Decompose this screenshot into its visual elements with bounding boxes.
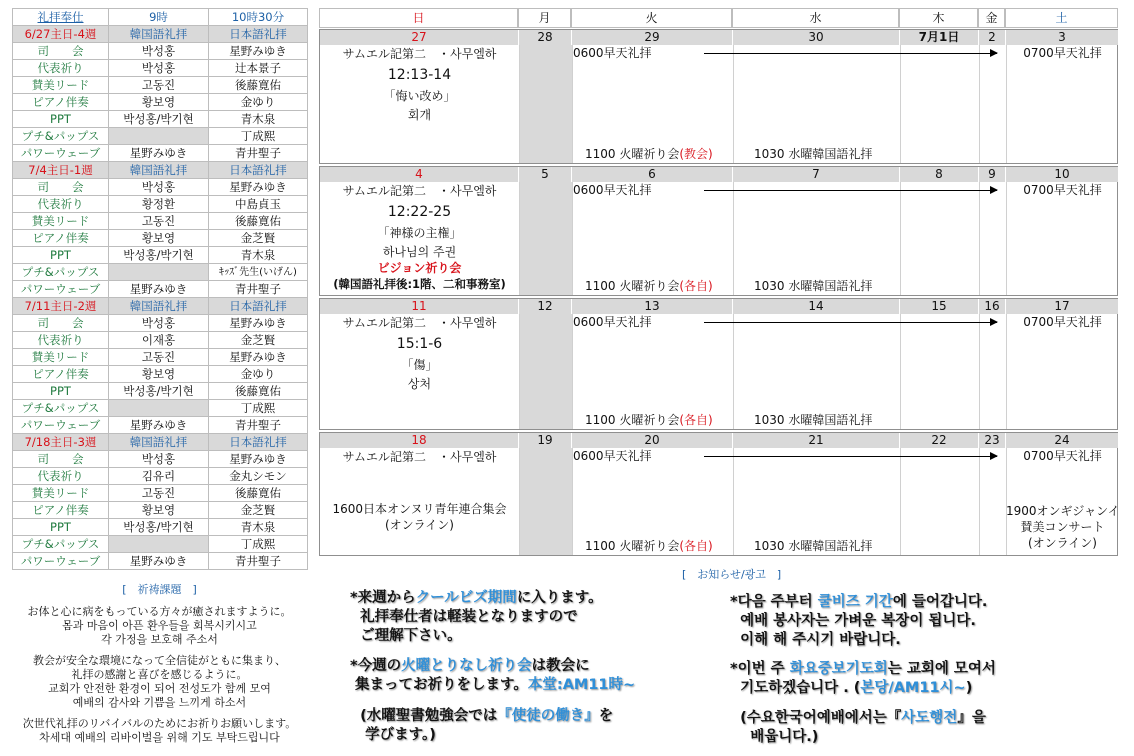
schedule-row [13,349,308,366]
japanese-service-person: 金丸シモン [209,468,308,485]
schedule-row [13,502,308,519]
japanese-service-person: 青木泉 [209,519,308,536]
korean-service-person: 박성홍 [109,451,209,468]
japanese-service-person: 青井聖子 [209,417,308,434]
youth-event [320,501,519,533]
schedule-row [13,111,308,128]
sunday-line: 회개 [407,108,432,122]
dawn-service-weekday: 0600早天礼拝 [573,183,652,197]
sunday-content [320,315,519,392]
japanese-service-person: 金芝賢 [209,332,308,349]
schedule-week-header [13,26,308,43]
tuesday-prayer-meeting [585,412,713,428]
japanese-service-person: 青井聖子 [209,281,308,298]
korean-service-person: 고동진 [109,213,209,230]
sunday-line: 하나님의 주권 [382,245,457,259]
schedule-row [13,315,308,332]
sunday-content [320,46,519,123]
korean-service-person: 고동진 [109,485,209,502]
tuesday-prayer-label: 1100 火曜祈り会 [585,539,680,553]
japanese-service-person: 後藤寛佑 [209,485,308,502]
date-number: 27 [320,30,519,45]
japanese-service-person: 星野みゆき [209,451,308,468]
japanese-service-person: 星野みゆき [209,315,308,332]
notice-jp-prayer-meeting: *今週の火曜とりなし祈り会は教会に 集まってお祈りをします。本堂:AM11時~ [350,658,636,693]
korean-service-label: 韓国語礼拝 [109,26,209,43]
japanese-service-person: 後藤寛佑 [209,77,308,94]
column-divider [1006,314,1007,429]
korean-service-person: 박성홍/박기현 [109,111,209,128]
dawn-service-saturday: 0700早天礼拝 [1023,183,1102,197]
korean-service-person [109,400,209,417]
tuesday-prayer-label: 1100 火曜祈り会 [585,279,680,293]
sunday-line: 12:13-14 [387,67,452,83]
youth-event-line: 1600日本オンヌリ青年連合集会 [332,502,507,516]
prayer-line: 礼拝の感謝と喜びを感じるように。 [71,668,248,681]
korean-service-person: 박성홍 [109,179,209,196]
role-label: 賛美リード [13,77,109,94]
schedule-row [13,264,308,281]
schedule-header-1030: 10時30分 [209,9,308,26]
japanese-service-person: 丁成熙 [209,536,308,553]
date-number: 5 [519,167,572,182]
sunday-line: 「傷」 [401,358,438,372]
column-divider [900,45,901,163]
korean-service-person: 황보영 [109,366,209,383]
japanese-service-person: 金ゆり [209,366,308,383]
prayer-requests [12,583,307,752]
schedule-row [13,281,308,298]
wednesday-korean-service: 1030 水曜韓国語礼拝 [754,413,873,427]
notice-jp-bible-study: (水曜聖書勉強会では『使徒の働き』を 学びます。) [350,708,614,743]
role-label: パワーウェーブ [13,145,109,162]
dawn-service-saturday: 0700早天礼拝 [1023,449,1102,463]
korean-service-person: 星野みゆき [109,417,209,434]
calendar-week [319,298,1118,430]
week-date-label: 7/18主日-3週 [13,434,109,451]
tuesday-prayer-location: (各自) [679,413,713,427]
prayer-line: 교회가 안전한 환경이 되어 전성도가 함께 모여 [48,682,271,695]
date-number: 21 [733,433,900,448]
date-number: 22 [900,433,979,448]
day-header: 木 [899,8,978,28]
date-number: 16 [979,299,1006,314]
day-header: 金 [978,8,1005,28]
schedule-row [13,519,308,536]
column-divider [900,314,901,429]
weekday-span-arrow [704,190,997,191]
japanese-service-person: 青木泉 [209,111,308,128]
column-divider [572,182,573,295]
date-number: 15 [900,299,979,314]
sunday-line: サムエル記第二 ・사무엘하 [342,184,497,198]
role-label: ピアノ伴奏 [13,94,109,111]
date-number: 13 [572,299,733,314]
column-divider [572,314,573,429]
japanese-service-person: 中島貞玉 [209,196,308,213]
tuesday-prayer-label: 1100 火曜祈り会 [585,147,680,161]
column-divider [979,314,980,429]
date-number: 7 [733,167,900,182]
date-number: 11 [320,299,519,314]
prayer-title: [ 祈祷課題 ] [122,583,197,596]
korean-service-person: 고동진 [109,349,209,366]
schedule-row [13,536,308,553]
date-number: 6 [572,167,733,182]
role-label: 司 会 [13,451,109,468]
japanese-service-person: 丁成熙 [209,400,308,417]
role-label: 代表祈り [13,60,109,77]
worship-service-table [12,8,308,570]
column-divider [979,448,980,555]
sunday-line: サムエル記第二 ・사무엘하 [342,47,497,61]
dawn-service-weekday: 0600早天礼拝 [573,315,652,329]
prayer-line: お体と心に病をもっている方々が癒されますように。 [27,605,292,618]
sunday-content [320,183,519,292]
monday-shade [519,182,572,295]
korean-service-person: 박성홍/박기현 [109,383,209,400]
sunday-line: 15:1-6 [396,336,443,352]
tuesday-prayer-meeting [585,278,713,294]
date-number: 10 [1006,167,1119,182]
saturday-concert-line: 1900オンギジャンイ [1006,504,1120,518]
schedule-row [13,145,308,162]
role-label: プチ&パップス [13,536,109,553]
korean-service-person: 황보영 [109,502,209,519]
tuesday-prayer-meeting [585,538,713,554]
japanese-service-person: 後藤寛佑 [209,383,308,400]
date-number: 17 [1006,299,1119,314]
day-header: 火 [571,8,732,28]
prayer-line: 각 가정을 보호해 주소서 [101,633,218,646]
role-label: ピアノ伴奏 [13,502,109,519]
schedule-row [13,400,308,417]
date-number: 2 [979,30,1006,45]
japanese-service-person: 青井聖子 [209,553,308,570]
sunday-line: (韓国語礼拝後:1階、二和事務室) [333,277,506,291]
date-number: 30 [733,30,900,45]
schedule-row [13,196,308,213]
dawn-service-weekday: 0600早天礼拝 [573,449,652,463]
role-label: パワーウェーブ [13,553,109,570]
wednesday-korean-service: 1030 水曜韓国語礼拝 [754,539,873,553]
column-divider [733,182,734,295]
korean-service-person [109,128,209,145]
japanese-service-person: 青井聖子 [209,145,308,162]
role-label: PPT [13,247,109,264]
korean-service-person: 이재홍 [109,332,209,349]
dawn-service-saturday: 0700早天礼拝 [1023,46,1102,60]
monthly-calendar [319,8,1118,556]
schedule-row [13,60,308,77]
notices-title: [ お知らせ/광고 ] [682,568,782,581]
column-divider [733,45,734,163]
role-label: プチ&パップス [13,264,109,281]
day-header: 日 [319,8,518,28]
japanese-service-person: 青木泉 [209,247,308,264]
column-divider [979,45,980,163]
column-divider [519,45,520,163]
date-number: 3 [1006,30,1119,45]
sunday-content [320,449,519,532]
column-divider [979,182,980,295]
day-header: 土 [1005,8,1118,28]
column-divider [519,314,520,429]
korean-service-person: 星野みゆき [109,145,209,162]
korean-service-person: 星野みゆき [109,553,209,570]
korean-service-person: 황정환 [109,196,209,213]
saturday-concert-line: (オンライン) [1027,536,1097,550]
dawn-service-weekday: 0600早天礼拝 [573,46,652,60]
korean-service-person: 박성홍 [109,315,209,332]
date-number: 12 [519,299,572,314]
date-number: 8 [900,167,979,182]
role-label: 賛美リード [13,349,109,366]
notice-jp-coolbiz: *来週からクールビズ期間に入ります。 礼拝奉仕者は軽装となりますので ご理解下さい。 [350,590,603,644]
day-header: 月 [518,8,571,28]
date-number: 7月1日 [900,30,979,45]
korean-service-label: 韓国語礼拝 [109,434,209,451]
japanese-service-person: 丁成熙 [209,128,308,145]
weekday-span-arrow [704,322,997,323]
schedule-week-header [13,298,308,315]
schedule-row [13,247,308,264]
weekday-span-arrow [704,53,997,54]
column-divider [900,448,901,555]
japanese-service-label: 日本語礼拝 [209,162,308,179]
calendar-week [319,432,1118,556]
role-label: ピアノ伴奏 [13,366,109,383]
date-number: 4 [320,167,519,182]
japanese-service-person: 星野みゆき [209,43,308,60]
role-label: 司 会 [13,179,109,196]
japanese-service-person: 金芝賢 [209,230,308,247]
sunday-line: 「悔い改め」 [383,89,456,103]
date-number: 23 [979,433,1006,448]
korean-service-person: 황보영 [109,230,209,247]
wednesday-korean-service: 1030 水曜韓国語礼拝 [754,147,873,161]
sunday-line: 상처 [407,377,432,391]
notice-kr-bible-study: (수요한국어예배에서는『사도행전』을 배웁니다.) [730,710,986,745]
sunday-line: サムエル記第二 ・사무엘하 [342,316,497,330]
tuesday-prayer-location: (各自) [679,539,713,553]
japanese-service-label: 日本語礼拝 [209,434,308,451]
prayer-item [12,654,307,710]
tuesday-prayer-label: 1100 火曜祈り会 [585,413,680,427]
saturday-concert [1006,503,1119,551]
column-divider [1006,182,1007,295]
date-number: 14 [733,299,900,314]
date-number: 9 [979,167,1006,182]
korean-service-person: 박성홍 [109,43,209,60]
prayer-line: 教会が安全な環境になって全信徒がともに集まり、 [33,654,286,667]
japanese-service-label: 日本語礼拝 [209,298,308,315]
schedule-week-header [13,162,308,179]
role-label: PPT [13,519,109,536]
role-label: 代表祈り [13,468,109,485]
schedule-row [13,468,308,485]
prayer-item [12,717,307,745]
role-label: プチ&パップス [13,400,109,417]
schedule-header-9am: 9時 [109,9,209,26]
week-date-label: 7/11主日-2週 [13,298,109,315]
monday-shade [519,314,572,429]
schedule-week-header [13,434,308,451]
schedule-row [13,128,308,145]
prayer-item [12,605,307,647]
scripture-line: サムエル記第二 ・사무엘하 [342,450,497,464]
japanese-service-label: 日本語礼拝 [209,26,308,43]
date-number: 18 [320,433,519,448]
week-date-label: 6/27主日-4週 [13,26,109,43]
role-label: 司 会 [13,43,109,60]
role-label: ピアノ伴奏 [13,230,109,247]
korean-service-person: 김유리 [109,468,209,485]
weekday-span-arrow [704,456,997,457]
prayer-line: 예배의 감사와 기쁨을 느끼게 하소서 [72,696,247,709]
japanese-service-person: 星野みゆき [209,179,308,196]
korean-service-person: 박성홍/박기현 [109,519,209,536]
week-date-label: 7/4主日-1週 [13,162,109,179]
korean-service-person: 황보영 [109,94,209,111]
korean-service-person: 星野みゆき [109,281,209,298]
schedule-row [13,417,308,434]
japanese-service-person: 辻本景子 [209,60,308,77]
prayer-line: 몸과 마음이 아픈 환우들을 회복시키시고 [62,619,257,632]
role-label: PPT [13,383,109,400]
japanese-service-person: 星野みゆき [209,349,308,366]
schedule-header-row [13,9,308,26]
role-label: PPT [13,111,109,128]
notice-kr-prayer-meeting: *이번 주 화요중보기도회는 교회에 모여서 기도하겠습니다 . (본당/AM11시~) [730,661,996,696]
saturday-concert-line: 賛美コンサート [1020,520,1105,534]
role-label: パワーウェーブ [13,417,109,434]
schedule-row [13,213,308,230]
korean-service-label: 韓国語礼拝 [109,298,209,315]
sunday-line: 12:22-25 [387,204,452,220]
day-header: 水 [732,8,899,28]
schedule-row [13,366,308,383]
japanese-service-person: 金ゆり [209,94,308,111]
schedule-row [13,485,308,502]
role-label: パワーウェーブ [13,281,109,298]
date-number: 28 [519,30,572,45]
column-divider [733,314,734,429]
monday-shade [519,45,572,163]
dawn-service-saturday: 0700早天礼拝 [1023,315,1102,329]
schedule-row [13,77,308,94]
date-number: 24 [1006,433,1119,448]
column-divider [572,448,573,555]
japanese-service-person: ｷｯｽﾞ先生(いげん) [209,264,308,281]
schedule-row [13,553,308,570]
tuesday-prayer-meeting [585,146,713,162]
role-label: 代表祈り [13,196,109,213]
role-label: 賛美リード [13,213,109,230]
schedule-row [13,43,308,60]
role-label: 司 会 [13,315,109,332]
date-number: 19 [519,433,572,448]
korean-service-person [109,264,209,281]
date-number: 20 [572,433,733,448]
column-divider [519,448,520,555]
column-divider [572,45,573,163]
schedule-row [13,230,308,247]
role-label: 賛美リード [13,485,109,502]
japanese-service-person: 後藤寛佑 [209,213,308,230]
japanese-service-person: 金芝賢 [209,502,308,519]
tuesday-prayer-location: (教会) [679,147,713,161]
column-divider [519,182,520,295]
korean-service-person: 고동진 [109,77,209,94]
schedule-header-label: 礼拝奉仕 [13,9,109,26]
sunday-line: 「神様の主権」 [377,226,462,240]
schedule-row [13,451,308,468]
wednesday-korean-service: 1030 水曜韓国語礼拝 [754,279,873,293]
sunday-line: ビジョン祈り会 [377,261,462,275]
calendar-week [319,166,1118,296]
calendar-week [319,29,1118,164]
korean-service-person: 박성홍 [109,60,209,77]
schedule-row [13,179,308,196]
tuesday-prayer-location: (各自) [679,279,713,293]
schedule-row [13,332,308,349]
column-divider [900,182,901,295]
column-divider [733,448,734,555]
role-label: 代表祈り [13,332,109,349]
youth-event-line: (オンライン) [384,518,454,532]
schedule-row [13,94,308,111]
column-divider [1006,45,1007,163]
korean-service-person: 박성홍/박기현 [109,247,209,264]
notice-kr-coolbiz: *다음 주부터 쿨비즈 기간에 들어갑니다. 예배 봉사자는 가벼운 복장이 됩니다. 이해 해 주시기 바랍니다. [730,594,988,648]
korean-service-label: 韓国語礼拝 [109,162,209,179]
korean-service-person [109,536,209,553]
prayer-line: 차세대 예배의 리바이벌을 위해 기도 부탁드립니다 [39,731,280,744]
date-number: 29 [572,30,733,45]
monday-shade [519,448,572,555]
prayer-line: 次世代礼拝のリバイバルのためにお祈りお願いします。 [22,717,297,730]
role-label: プチ&パップス [13,128,109,145]
schedule-row [13,383,308,400]
